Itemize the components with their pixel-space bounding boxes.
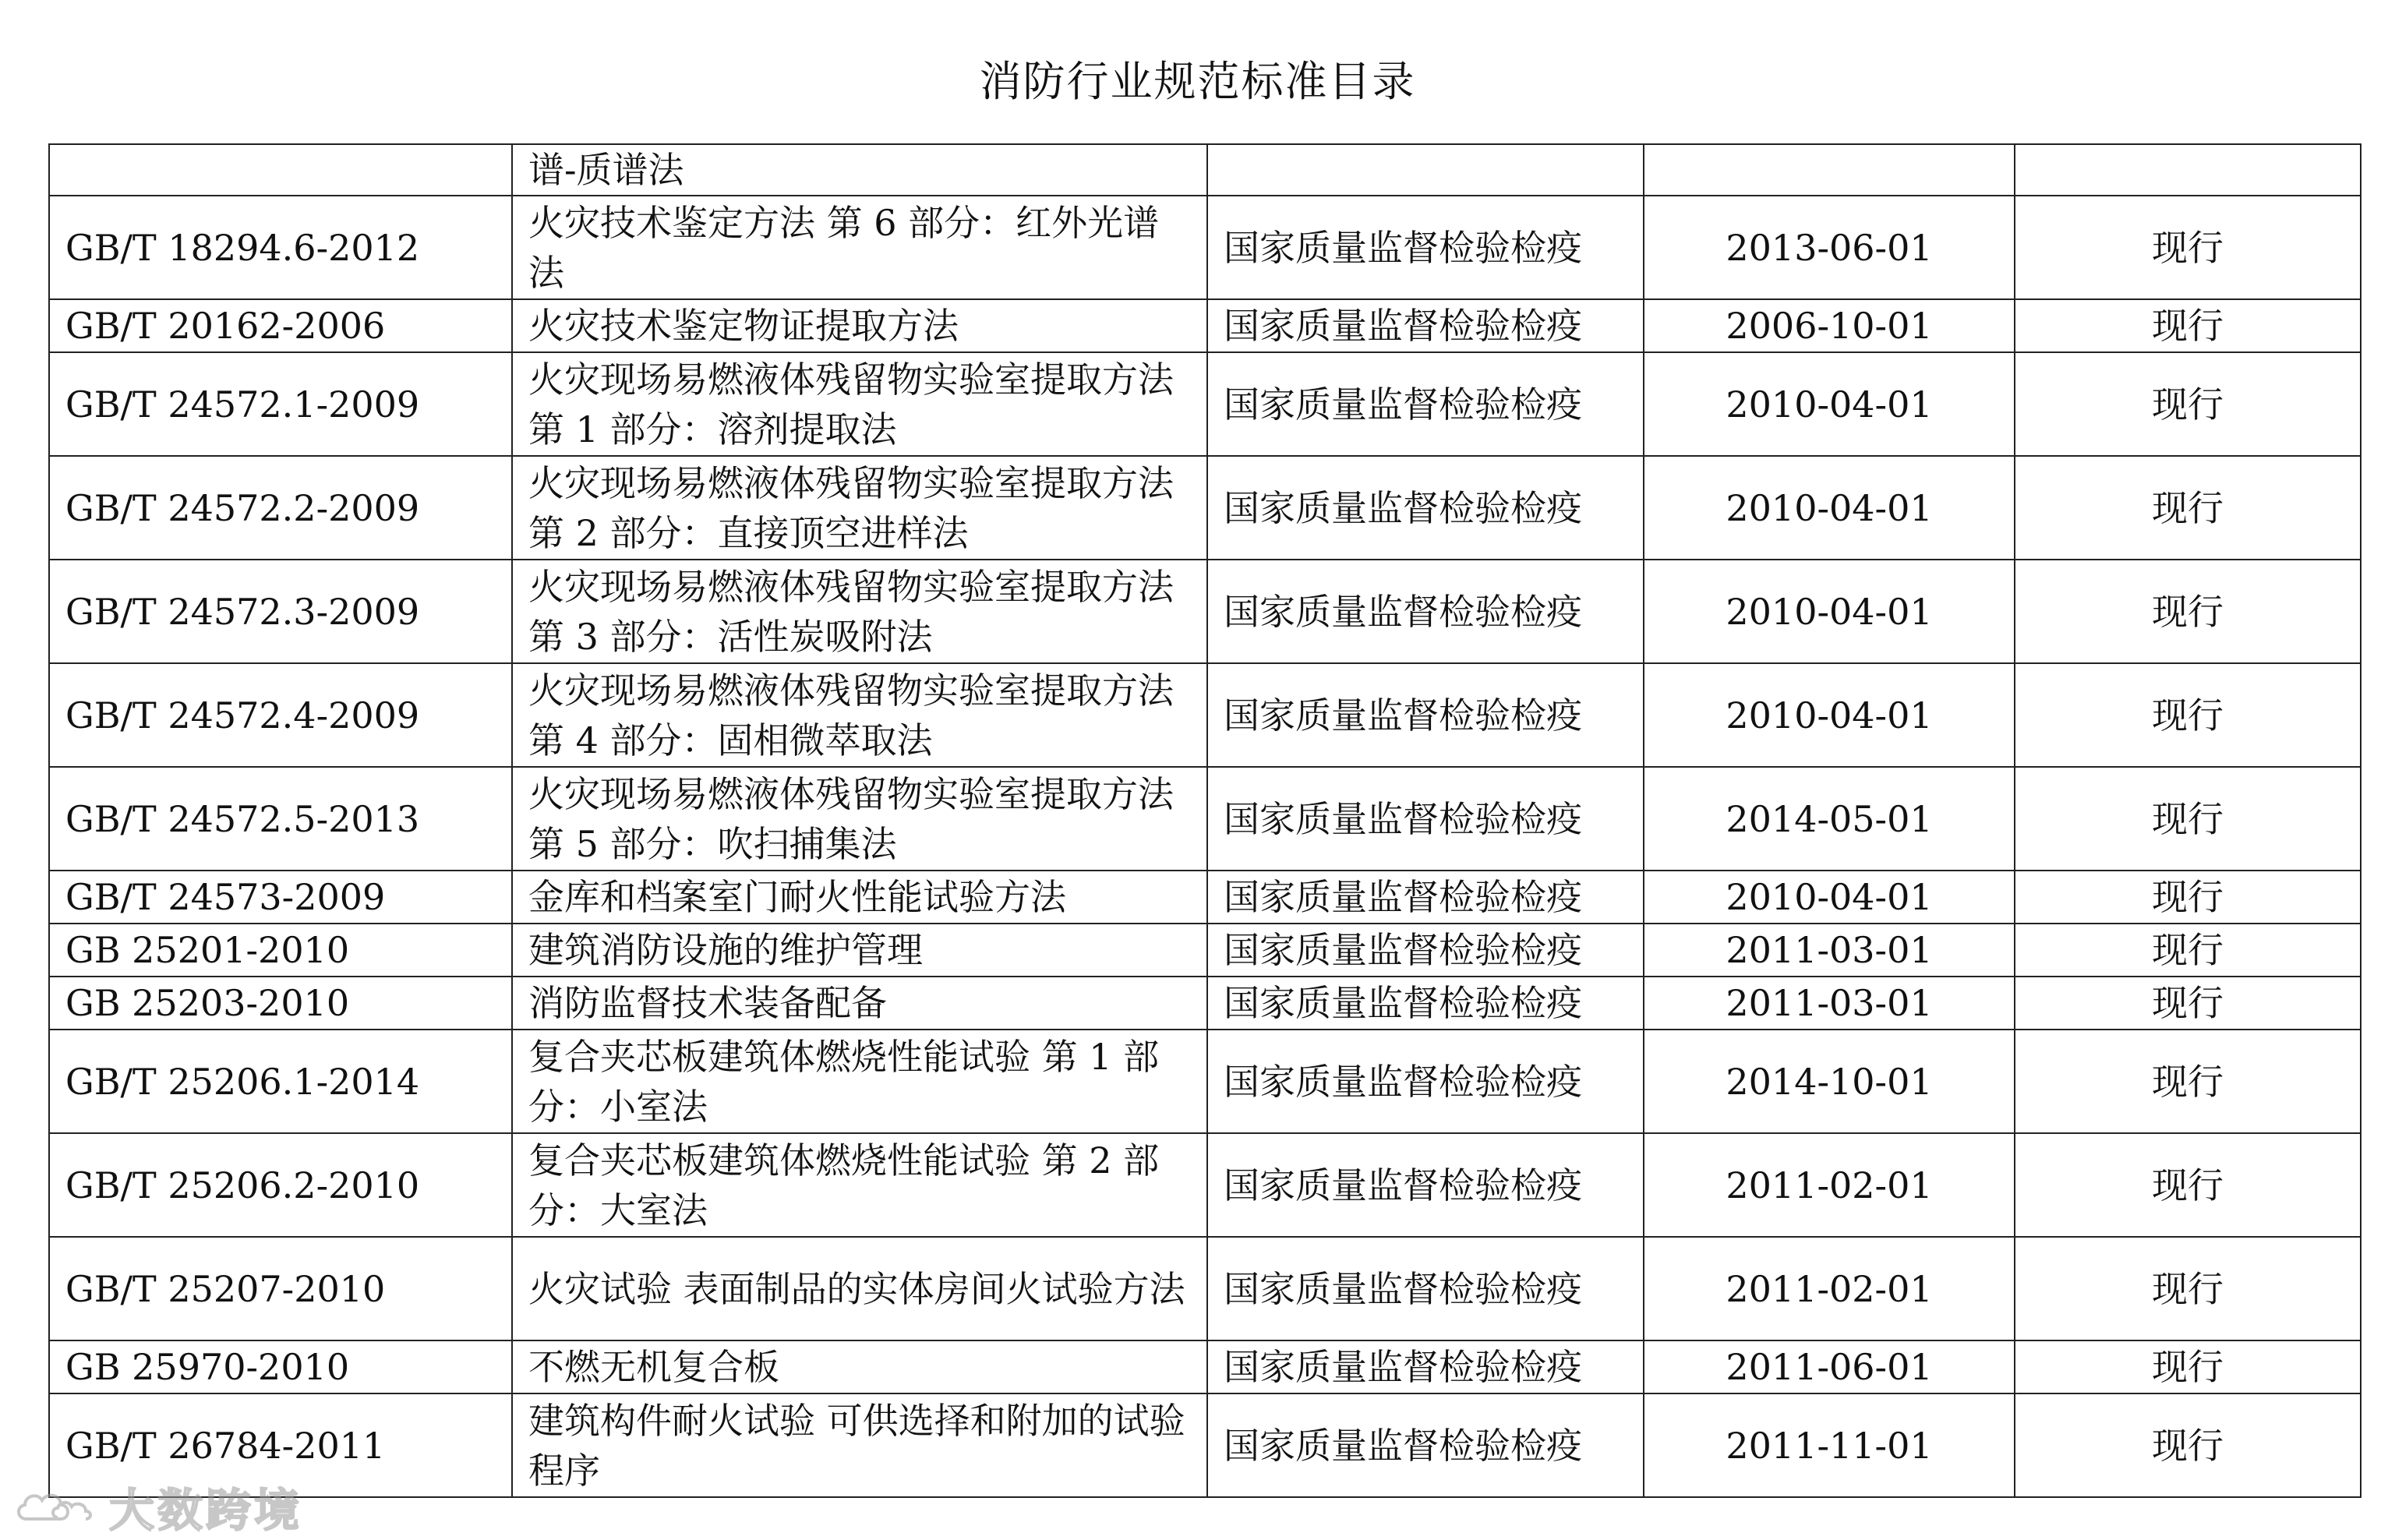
standard-code: GB/T 24572.1-2009 [49, 352, 512, 456]
effective-date: 2011-03-01 [1644, 924, 2015, 977]
standard-name: 建筑构件耐火试验 可供选择和附加的试验程序 [512, 1393, 1207, 1497]
effective-date: 2010-04-01 [1644, 352, 2015, 456]
issuing-department: 国家质量监督检验检疫 [1207, 560, 1644, 663]
table-row [49, 1030, 2361, 1133]
issuing-department [1207, 144, 1644, 196]
table-row [49, 299, 2361, 352]
status-cell: 现行 [2015, 871, 2361, 924]
standards-table [48, 143, 2361, 1498]
table-row [49, 1237, 2361, 1340]
table-row [49, 352, 2361, 456]
standard-code: GB/T 24572.5-2013 [49, 767, 512, 871]
standard-name: 火灾现场易燃液体残留物实验室提取方法 第 1 部分：溶剂提取法 [512, 352, 1207, 456]
standard-name: 金库和档案室门耐火性能试验方法 [512, 871, 1207, 924]
status-cell: 现行 [2015, 1393, 2361, 1497]
standard-name: 火灾现场易燃液体残留物实验室提取方法 第 5 部分：吹扫捕集法 [512, 767, 1207, 871]
table-row [49, 767, 2361, 871]
standard-name: 谱-质谱法 [512, 144, 1207, 196]
effective-date: 2011-03-01 [1644, 977, 2015, 1030]
standard-code: GB/T 25207-2010 [49, 1237, 512, 1340]
effective-date: 2010-04-01 [1644, 871, 2015, 924]
standard-code: GB 25201-2010 [49, 924, 512, 977]
issuing-department: 国家质量监督检验检疫 [1207, 1030, 1644, 1133]
effective-date: 2010-04-01 [1644, 663, 2015, 767]
table-row [49, 456, 2361, 560]
page-title: 消防行业规范标准目录 [979, 57, 1416, 106]
standard-name: 建筑消防设施的维护管理 [512, 924, 1207, 977]
standard-code: GB/T 25206.2-2010 [49, 1133, 512, 1237]
table-row [49, 1133, 2361, 1237]
standard-code: GB/T 18294.6-2012 [49, 196, 512, 299]
watermark [12, 1479, 303, 1537]
effective-date: 2013-06-01 [1644, 196, 2015, 299]
table-row [49, 560, 2361, 663]
effective-date: 2011-02-01 [1644, 1133, 2015, 1237]
standard-code: GB/T 24573-2009 [49, 871, 512, 924]
effective-date: 2014-05-01 [1644, 767, 2015, 871]
table-row [49, 144, 2361, 196]
status-cell: 现行 [2015, 1133, 2361, 1237]
effective-date: 2010-04-01 [1644, 560, 2015, 663]
status-cell: 现行 [2015, 560, 2361, 663]
effective-date: 2011-02-01 [1644, 1237, 2015, 1340]
effective-date: 2006-10-01 [1644, 299, 2015, 352]
issuing-department: 国家质量监督检验检疫 [1207, 767, 1644, 871]
standard-code: GB/T 26784-2011 [49, 1393, 512, 1497]
standard-name: 复合夹芯板建筑体燃烧性能试验 第 1 部分：小室法 [512, 1030, 1207, 1133]
status-cell: 现行 [2015, 977, 2361, 1030]
standard-name: 不燃无机复合板 [512, 1340, 1207, 1393]
standard-name: 火灾现场易燃液体残留物实验室提取方法 第 3 部分：活性炭吸附法 [512, 560, 1207, 663]
status-cell: 现行 [2015, 1340, 2361, 1393]
effective-date: 2011-06-01 [1644, 1340, 2015, 1393]
standard-code: GB/T 24572.2-2009 [49, 456, 512, 560]
effective-date: 2010-04-01 [1644, 456, 2015, 560]
issuing-department: 国家质量监督检验检疫 [1207, 1237, 1644, 1340]
issuing-department: 国家质量监督检验检疫 [1207, 299, 1644, 352]
standard-name: 火灾现场易燃液体残留物实验室提取方法 第 2 部分：直接顶空进样法 [512, 456, 1207, 560]
standard-name: 火灾现场易燃液体残留物实验室提取方法 第 4 部分：固相微萃取法 [512, 663, 1207, 767]
issuing-department: 国家质量监督检验检疫 [1207, 1393, 1644, 1497]
effective-date: 2014-10-01 [1644, 1030, 2015, 1133]
watermark-text: 大数跨境 [109, 1484, 303, 1537]
standard-name: 消防监督技术装备配备 [512, 977, 1207, 1030]
standard-name: 复合夹芯板建筑体燃烧性能试验 第 2 部分：大室法 [512, 1133, 1207, 1237]
table-row [49, 871, 2361, 924]
issuing-department: 国家质量监督检验检疫 [1207, 924, 1644, 977]
cloud-logo-icon [12, 1483, 98, 1530]
table-row [49, 977, 2361, 1030]
status-cell: 现行 [2015, 767, 2361, 871]
standard-code: GB 25203-2010 [49, 977, 512, 1030]
status-cell [2015, 144, 2361, 196]
issuing-department: 国家质量监督检验检疫 [1207, 977, 1644, 1030]
standard-name: 火灾试验 表面制品的实体房间火试验方法 [512, 1237, 1207, 1340]
status-cell: 现行 [2015, 663, 2361, 767]
table-row [49, 1340, 2361, 1393]
status-cell: 现行 [2015, 456, 2361, 560]
status-cell: 现行 [2015, 1237, 2361, 1340]
issuing-department: 国家质量监督检验检疫 [1207, 1133, 1644, 1237]
issuing-department: 国家质量监督检验检疫 [1207, 871, 1644, 924]
standard-code: GB/T 20162-2006 [49, 299, 512, 352]
status-cell: 现行 [2015, 352, 2361, 456]
standard-code [49, 144, 512, 196]
table-row [49, 663, 2361, 767]
table-row [49, 1393, 2361, 1497]
issuing-department: 国家质量监督检验检疫 [1207, 456, 1644, 560]
status-cell: 现行 [2015, 924, 2361, 977]
effective-date [1644, 144, 2015, 196]
standard-name: 火灾技术鉴定物证提取方法 [512, 299, 1207, 352]
issuing-department: 国家质量监督检验检疫 [1207, 196, 1644, 299]
table-row [49, 196, 2361, 299]
status-cell: 现行 [2015, 1030, 2361, 1133]
status-cell: 现行 [2015, 299, 2361, 352]
effective-date: 2011-11-01 [1644, 1393, 2015, 1497]
standard-code: GB/T 24572.4-2009 [49, 663, 512, 767]
standard-code: GB/T 24572.3-2009 [49, 560, 512, 663]
standard-code: GB 25970-2010 [49, 1340, 512, 1393]
issuing-department: 国家质量监督检验检疫 [1207, 663, 1644, 767]
issuing-department: 国家质量监督检验检疫 [1207, 352, 1644, 456]
standard-name: 火灾技术鉴定方法 第 6 部分：红外光谱法 [512, 196, 1207, 299]
table-row [49, 924, 2361, 977]
standard-code: GB/T 25206.1-2014 [49, 1030, 512, 1133]
status-cell: 现行 [2015, 196, 2361, 299]
issuing-department: 国家质量监督检验检疫 [1207, 1340, 1644, 1393]
